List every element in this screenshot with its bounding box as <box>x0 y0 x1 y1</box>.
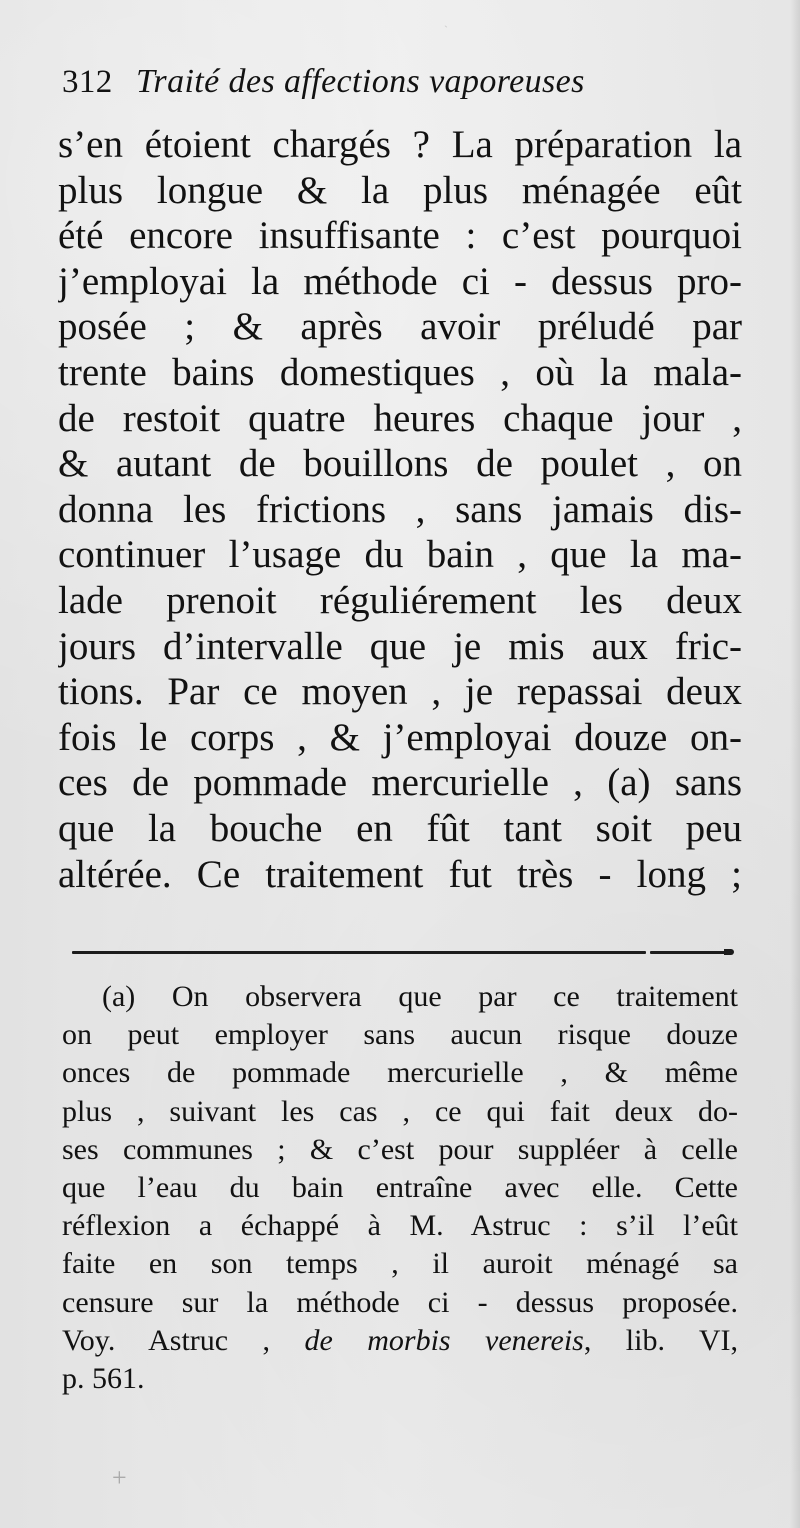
main-text-line: jours d’intervalle que je mis aux fric- <box>58 624 742 668</box>
footnote-line: censure sur la méthode ci - dessus proposée. <box>62 1285 738 1319</box>
footnote-page-reference: p. 561. <box>62 1361 145 1395</box>
footnote-line: faite en son temps , il auroit ménagé sa <box>62 1247 738 1281</box>
footnote-line: réflexion a échappé à M. Astruc : s’il l’eût <box>62 1209 738 1243</box>
main-text-line: tions. Par ce moyen , je repassai deux <box>58 670 742 714</box>
rule-main-segment <box>72 951 646 954</box>
main-text-line: de restoit quatre heures chaque jour , <box>58 396 742 440</box>
main-text-line: posée ; & après avoir préludé par <box>58 305 742 349</box>
main-text-line: s’en étoient chargés ? La préparation la <box>58 123 742 166</box>
main-text-line: trente bains domestiques , où la mala- <box>58 350 742 394</box>
main-text-line: fois le corps , & j’employai douze on- <box>58 715 742 759</box>
main-text-line: été encore insuffisante : c’est pourquoi <box>58 214 742 258</box>
stray-ink-mark-bottom: + <box>112 1463 127 1492</box>
main-text-line: plus longue & la plus ménagée eût <box>58 168 742 212</box>
footnote-line: que l’eau du bain entraîne avec elle. Cette <box>62 1170 738 1204</box>
main-text-line: & autant de bouillons de poulet , on <box>58 442 742 486</box>
main-text-line: donna les frictions , sans jamais dis- <box>58 487 742 531</box>
page-number: 312 <box>62 64 113 100</box>
main-text-line: j’employai la méthode ci - dessus pro- <box>58 259 742 303</box>
rule-tip <box>724 949 734 955</box>
footnote-separator-rule <box>72 950 736 960</box>
main-text-line: lade prenoit réguliérement les deux <box>58 578 742 622</box>
footnote-reference-line <box>62 1322 738 1360</box>
running-head <box>62 60 752 104</box>
stray-ink-mark-top: ` <box>444 23 448 37</box>
footnote-line: (a) On observera que par ce traitement <box>102 980 738 1013</box>
main-text-line: que la bouche en fût tant soit peu <box>58 806 742 850</box>
running-title: Traité des affections vaporeuses <box>136 63 585 100</box>
reference-work-title: de morbis venereis <box>304 1323 584 1357</box>
main-text-line: continuer l’usage du bain , que la ma- <box>58 533 742 577</box>
footnote-line: onces de pommade mercurielle , & même <box>62 1056 738 1090</box>
main-text-line: altérée. Ce traitement fut très - long ; <box>58 852 742 896</box>
footnote-line: ses communes ; & c’est pour suppléer à celle <box>62 1132 738 1166</box>
rule-tail-segment <box>650 951 728 954</box>
footnote-line: on peut employer sans aucun risque douze <box>62 1018 738 1052</box>
reference-suffix: , lib. VI, <box>583 1323 738 1357</box>
footnote-line: plus , suivant les cas , ce qui fait deux do- <box>62 1094 738 1128</box>
main-text-line: ces de pommade mercurielle , (a) sans <box>58 761 742 805</box>
footnote-block <box>62 978 738 1398</box>
reference-prefix: Voy. Astruc , <box>62 1323 271 1357</box>
main-text-block <box>58 122 742 897</box>
